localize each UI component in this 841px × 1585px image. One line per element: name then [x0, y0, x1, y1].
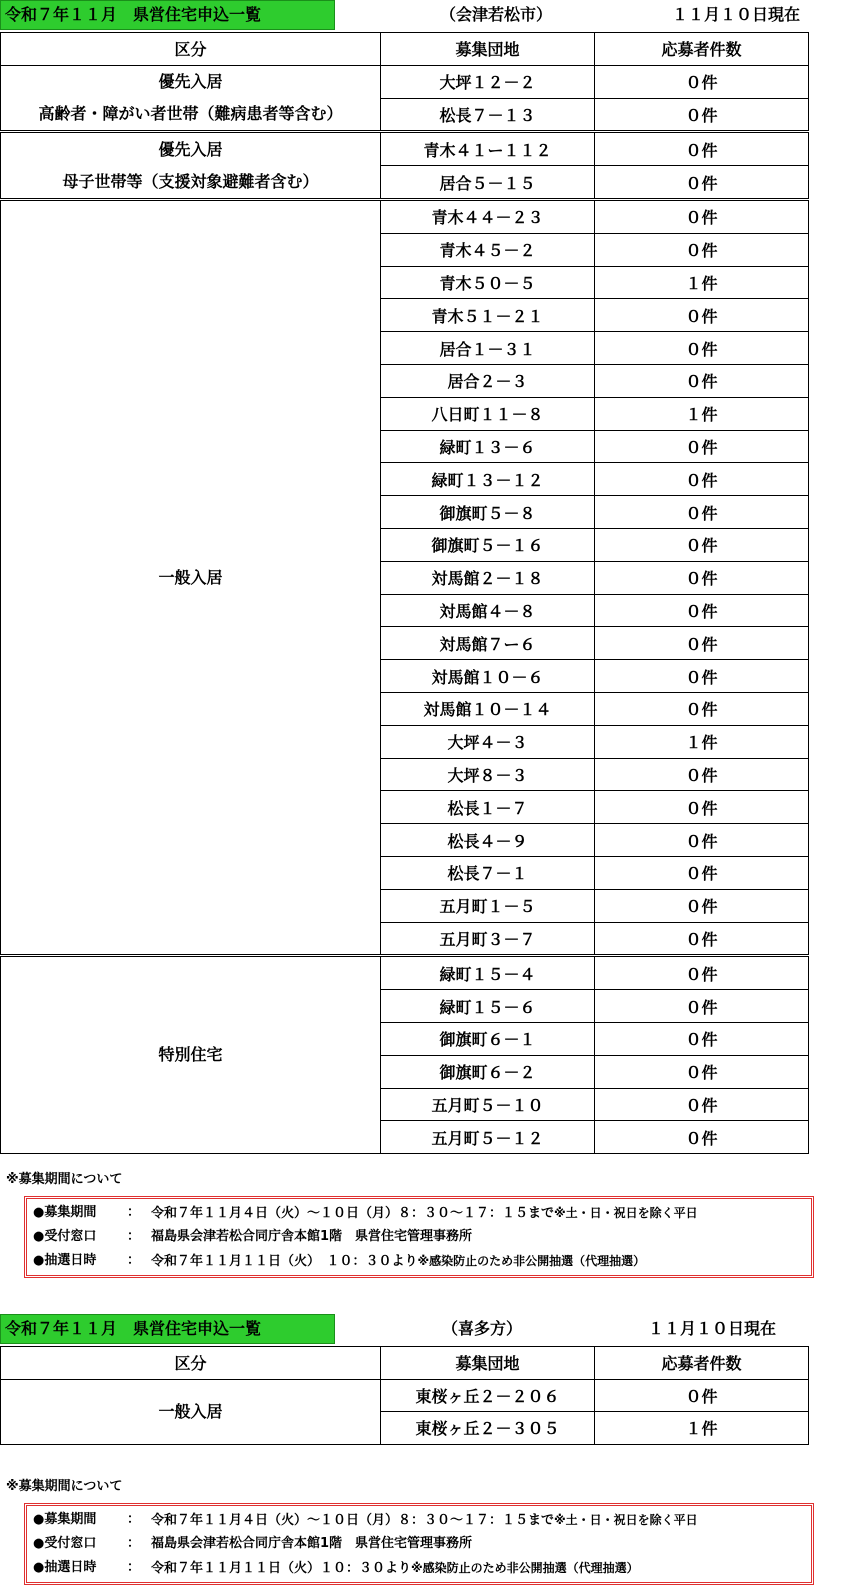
complex-name: 大坪４－３ [381, 725, 595, 758]
complex-name: 五月町５－１０ [381, 1088, 595, 1121]
as-of-date: １１月１０日現在 [672, 5, 801, 24]
complex-name: 五月町１－５ [381, 889, 595, 922]
category-label: 優先入居 [158, 72, 223, 92]
complex-name: 東桜ヶ丘２－３０５ [381, 1412, 595, 1445]
complex-name: 居合１－３１ [381, 332, 595, 365]
complex-name: 対馬館１０－１４ [381, 692, 595, 725]
complex-name: 東桜ヶ丘２－２０６ [381, 1379, 595, 1412]
table-row [1, 65, 809, 98]
applicant-count: ０件 [595, 364, 809, 397]
note-box [24, 1503, 814, 1585]
note-label: ●受付窓口 [33, 1229, 97, 1244]
list-title: 令和７年１１月 県営住宅申込一覧 [0, 1314, 335, 1344]
note-box [24, 1196, 814, 1278]
category-label: 一般入居 [158, 1401, 223, 1421]
header-category: 区分 [1, 1347, 381, 1380]
applicant-count: ０件 [595, 561, 809, 594]
applicant-count: １件 [595, 266, 809, 299]
category-cell [1, 65, 381, 132]
complex-name: 対馬館７ー６ [381, 627, 595, 660]
applicant-count: ０件 [595, 496, 809, 529]
note-value-text: 福島県会津若松合同庁舎本館1階 県営住宅管理事務所 [151, 1229, 473, 1244]
applicant-count: ０件 [595, 1055, 809, 1088]
city-name: （会津若松市） [440, 5, 553, 24]
applicant-count: ０件 [595, 990, 809, 1023]
header-category: 区分 [1, 33, 381, 66]
note-colon: ： [127, 1560, 141, 1575]
complex-name: 松長１－７ [381, 791, 595, 824]
note-value-text: 令和７年１１月１１日（火）１０：３０より [151, 1561, 412, 1576]
title-bar [0, 0, 841, 32]
table-row [1, 132, 809, 166]
header-count: 応募者件数 [595, 33, 809, 66]
applicant-count: ０件 [595, 758, 809, 791]
table-header-row [1, 1347, 809, 1380]
applicant-count: ０件 [595, 132, 809, 166]
applicant-count: ０件 [595, 824, 809, 857]
complex-name: 松長７－１３ [381, 98, 595, 132]
category-label: 一般入居 [158, 567, 223, 587]
note-colon: ： [127, 1536, 141, 1551]
applicant-count: ０件 [595, 1121, 809, 1154]
complex-name: 松長７－１ [381, 856, 595, 889]
complex-name: 緑町１５－４ [381, 956, 595, 990]
note-value [151, 1225, 472, 1249]
header-complex: 募集団地 [381, 1347, 595, 1380]
note-label: ●抽選日時 [33, 1560, 97, 1575]
table-row [1, 956, 809, 990]
note-value [151, 1249, 645, 1274]
complex-name: 青木５０－５ [381, 266, 595, 299]
applicant-count: ０件 [595, 98, 809, 132]
note-title: ※募集期間について [6, 1479, 123, 1494]
note-value [151, 1508, 698, 1533]
note-value-text: 令和７年１１月４日（火）～１０日（月）８：３０～１７：１５まで [151, 1513, 555, 1528]
note-colon: ： [127, 1512, 141, 1527]
header-count: 応募者件数 [595, 1347, 809, 1380]
applicant-count: ０件 [595, 332, 809, 365]
applicant-count: １件 [595, 397, 809, 430]
list-title: 令和７年１１月 県営住宅申込一覧 [0, 0, 335, 30]
note-value [151, 1201, 698, 1226]
complex-name: 松長４－９ [381, 824, 595, 857]
complex-name: 八日町１１－８ [381, 397, 595, 430]
complex-name: 居合２－３ [381, 364, 595, 397]
applicant-count: ０件 [595, 430, 809, 463]
note-row [31, 1508, 807, 1532]
applicant-count: ０件 [595, 1022, 809, 1055]
note-colon: ： [127, 1229, 141, 1244]
applicant-count: １件 [595, 1412, 809, 1445]
applicant-count: ０件 [595, 233, 809, 266]
complex-name: 御旗町５－１６ [381, 528, 595, 561]
applicant-count: ０件 [595, 889, 809, 922]
complex-name: 御旗町５－８ [381, 496, 595, 529]
note-label: ●募集期間 [33, 1512, 97, 1527]
note-colon: ： [127, 1253, 141, 1268]
as-of-date: １１月１０日現在 [648, 1319, 777, 1338]
header-complex: 募集団地 [381, 33, 595, 66]
category-cell [1, 1379, 381, 1444]
category-cell [1, 132, 381, 200]
applicant-count: ０件 [595, 791, 809, 824]
note-value [151, 1556, 639, 1581]
applicant-count: ０件 [595, 199, 809, 233]
complex-name: 御旗町６－２ [381, 1055, 595, 1088]
complex-name: 対馬館２－１８ [381, 561, 595, 594]
applicant-count: ０件 [595, 922, 809, 956]
note-title: ※募集期間について [6, 1172, 123, 1187]
applicant-count: ０件 [595, 65, 809, 98]
note-row [31, 1532, 807, 1556]
category-cell [1, 199, 381, 955]
category-label: 母子世帯等（支援対象避難者含む） [62, 171, 319, 191]
complex-name: 緑町１３－１２ [381, 463, 595, 496]
note-label: ●抽選日時 [33, 1253, 97, 1268]
complex-name: 緑町１５－６ [381, 990, 595, 1023]
complex-name: 青木４５－２ [381, 233, 595, 266]
note-label: ●募集期間 [33, 1205, 97, 1220]
table-row [1, 199, 809, 233]
complex-name: 御旗町６－１ [381, 1022, 595, 1055]
applicant-count: ０件 [595, 299, 809, 332]
complex-name: 対馬館４－８ [381, 594, 595, 627]
note-row [31, 1556, 807, 1580]
category-label: 優先入居 [158, 139, 223, 159]
applications-table [0, 1346, 809, 1445]
applicant-count: ０件 [595, 166, 809, 200]
note-remark: ※土・日・祝日を除く平日 [554, 1206, 698, 1220]
city-name: （喜多方） [442, 1319, 523, 1338]
category-label: 特別住宅 [158, 1045, 223, 1065]
applicant-count: ０件 [595, 463, 809, 496]
note-remark: ※土・日・祝日を除く平日 [554, 1513, 698, 1527]
complex-name: 青木４１ー１１２ [381, 132, 595, 166]
note-row [31, 1201, 807, 1225]
applicant-count: ０件 [595, 627, 809, 660]
applicant-count: ０件 [595, 660, 809, 693]
complex-name: 大坪１２－２ [381, 65, 595, 98]
applicant-count: １件 [595, 725, 809, 758]
complex-name: 青木５１－２１ [381, 299, 595, 332]
complex-name: 大坪８－３ [381, 758, 595, 791]
applicant-count: ０件 [595, 856, 809, 889]
note-value-text: 令和７年１１月４日（火）～１０日（月）８：３０～１７：１５まで [151, 1206, 555, 1221]
note-remark: ※感染防止のため非公開抽選（代理抽選） [417, 1254, 646, 1268]
complex-name: 居合５－１５ [381, 166, 595, 200]
complex-name: 緑町１３－６ [381, 430, 595, 463]
applicant-count: ０件 [595, 528, 809, 561]
note-value [151, 1532, 472, 1556]
applicant-count: ０件 [595, 1088, 809, 1121]
note-row [31, 1225, 807, 1249]
note-row [31, 1249, 807, 1273]
category-label: 高齢者・障がい者世帯（難病患者等含む） [38, 104, 343, 124]
note-value-text: 福島県会津若松合同庁舎本館1階 県営住宅管理事務所 [151, 1536, 473, 1551]
category-cell [1, 956, 381, 1154]
applicant-count: ０件 [595, 692, 809, 725]
complex-name: 五月町３－７ [381, 922, 595, 956]
applicant-count: ０件 [595, 594, 809, 627]
note-value-text: 令和７年１１月１１日（火） １０：３０より [151, 1254, 418, 1269]
table-row [1, 1379, 809, 1412]
note-remark: ※感染防止のため非公開抽選（代理抽選） [411, 1561, 639, 1575]
applications-table [0, 32, 809, 1154]
note-colon: ： [127, 1205, 141, 1220]
table-header-row [1, 33, 809, 66]
complex-name: 五月町５－１２ [381, 1121, 595, 1154]
applicant-count: ０件 [595, 956, 809, 990]
complex-name: 青木４４－２３ [381, 199, 595, 233]
complex-name: 対馬館１０－６ [381, 660, 595, 693]
note-label: ●受付窓口 [33, 1536, 97, 1551]
title-bar [0, 1314, 841, 1346]
applicant-count: ０件 [595, 1379, 809, 1412]
